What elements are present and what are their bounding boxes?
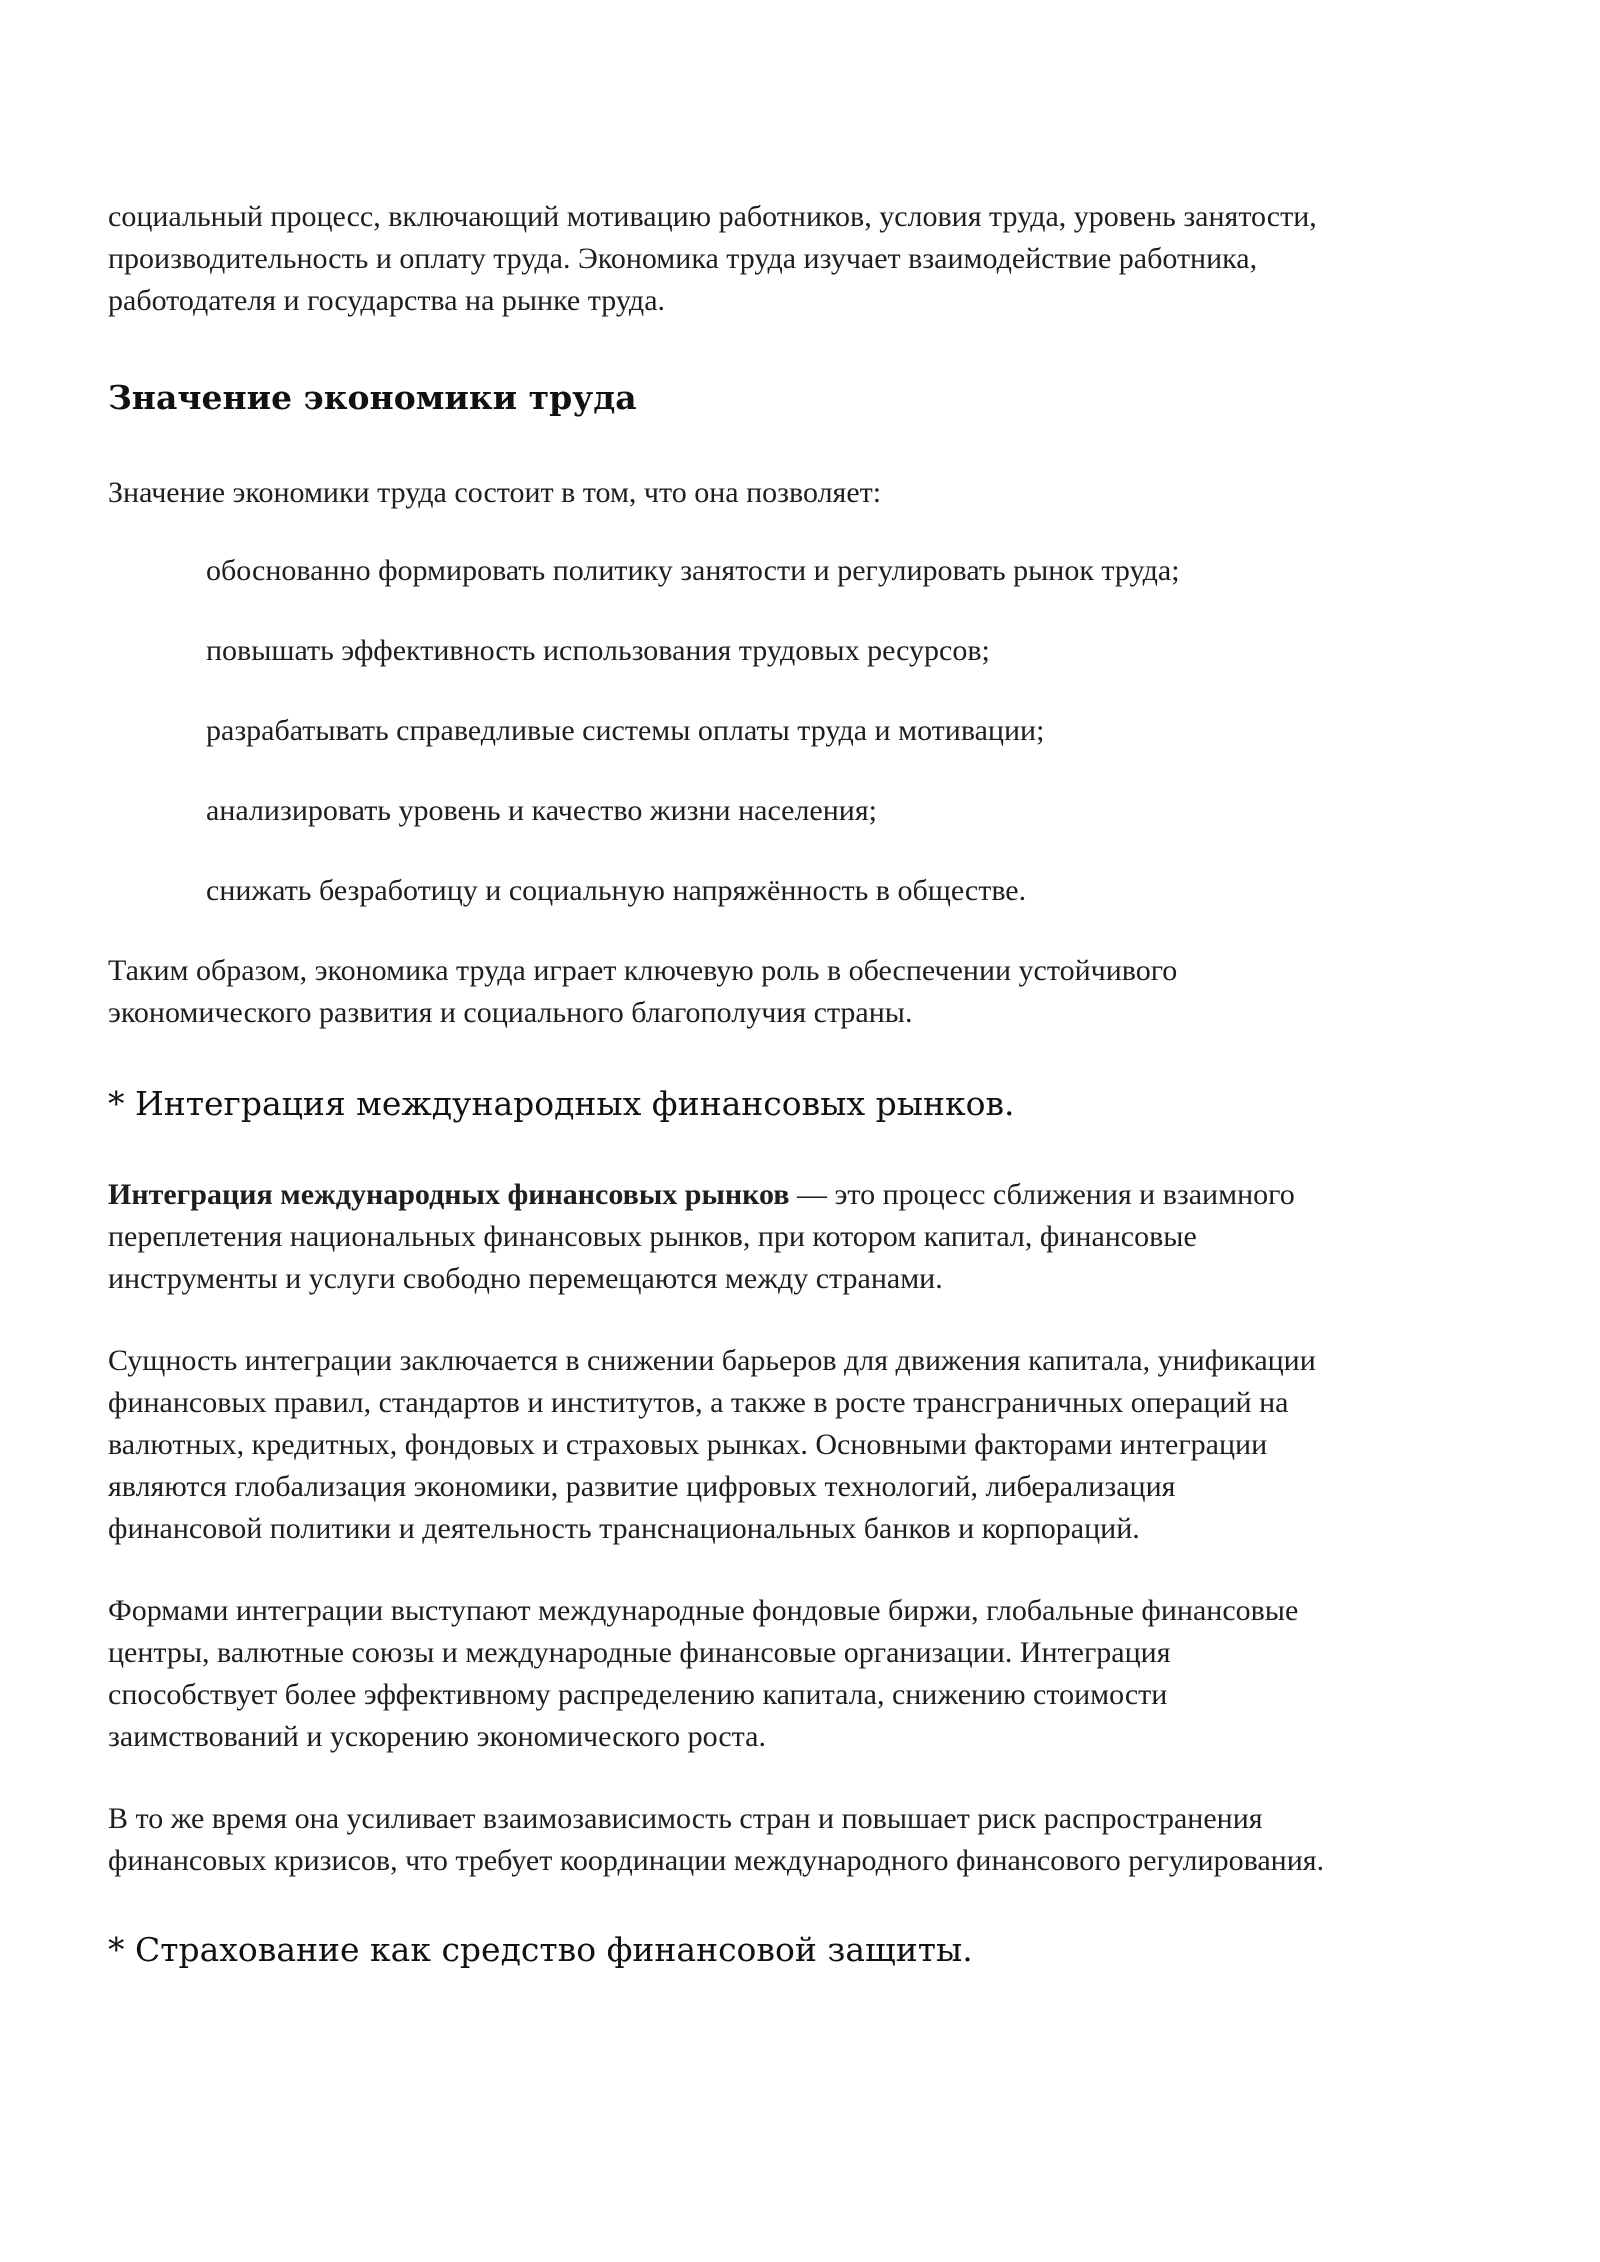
text-line: валютных, кредитных, фондовых и страховых рынках. Основными факторами интеграции <box>108 1428 1268 1461</box>
text-line: являются глобализация экономики, развитие цифровых технологий, либерализация <box>108 1470 1176 1503</box>
text-line: В то же время она усиливает взаимозависимость стран и повышает риск распространения <box>108 1802 1263 1835</box>
intro-paragraph <box>108 196 1500 322</box>
list-item: разрабатывать справедливые системы оплаты труда и мотивации; <box>206 714 1045 747</box>
text-line: переплетения национальных финансовых рынков, при котором капитал, финансовые <box>108 1220 1197 1253</box>
document-page <box>108 196 1500 1972</box>
integration-definition <box>108 1174 1500 1300</box>
text-line: работодателя и государства на рынке труда. <box>108 284 666 317</box>
importance-list <box>108 550 1500 912</box>
text-line: финансовой политики и деятельность транснациональных банков и корпораций. <box>108 1512 1140 1545</box>
list-item: повышать эффективность использования трудовых ресурсов; <box>206 634 990 667</box>
list-item: снижать безработицу и социальную напряжённость в обществе. <box>206 874 1027 907</box>
section-heading-insurance: * Страхование как средство финансовой защиты. <box>108 1930 973 1969</box>
text-line: Таким образом, экономика труда играет ключевую роль в обеспечении устойчивого <box>108 954 1178 987</box>
definition-text: — это процесс сближения и взаимного <box>789 1178 1295 1211</box>
text-line: Сущность интеграции заключается в снижении барьеров для движения капитала, унификации <box>108 1344 1316 1377</box>
text-line: Формами интеграции выступают международные фондовые биржи, глобальные финансовые <box>108 1594 1299 1627</box>
importance-lead: Значение экономики труда состоит в том, что она позволяет: <box>108 476 882 509</box>
text-line <box>108 1174 1500 1216</box>
integration-risk <box>108 1798 1500 1882</box>
list-item: анализировать уровень и качество жизни населения; <box>206 794 877 827</box>
text-line: заимствований и ускорению экономического роста. <box>108 1720 766 1753</box>
text-line: производительность и оплату труда. Экономика труда изучает взаимодействие работника, <box>108 242 1258 275</box>
text-line: способствует более эффективному распределению капитала, снижению стоимости <box>108 1678 1168 1711</box>
text-line: центры, валютные союзы и международные финансовые организации. Интеграция <box>108 1636 1171 1669</box>
importance-conclusion <box>108 950 1500 1034</box>
text-line: финансовых правил, стандартов и институтов, а также в росте трансграничных операций на <box>108 1386 1289 1419</box>
definition-term: Интеграция международных финансовых рынков <box>108 1178 790 1211</box>
section-heading-integration: * Интеграция международных финансовых рынков. <box>108 1084 1015 1123</box>
list-item: обоснованно формировать политику занятости и регулировать рынок труда; <box>206 554 1180 587</box>
section-heading-importance: Значение экономики труда <box>108 378 637 417</box>
integration-forms <box>108 1590 1500 1758</box>
integration-essence <box>108 1340 1500 1550</box>
text-line: экономического развития и социального благополучия страны. <box>108 996 913 1029</box>
text-line: инструменты и услуги свободно перемещаются между странами. <box>108 1262 943 1295</box>
text-line: финансовых кризисов, что требует координации международного финансового регулирования. <box>108 1844 1325 1877</box>
text-line: социальный процесс, включающий мотивацию работников, условия труда, уровень занятости, <box>108 200 1317 233</box>
